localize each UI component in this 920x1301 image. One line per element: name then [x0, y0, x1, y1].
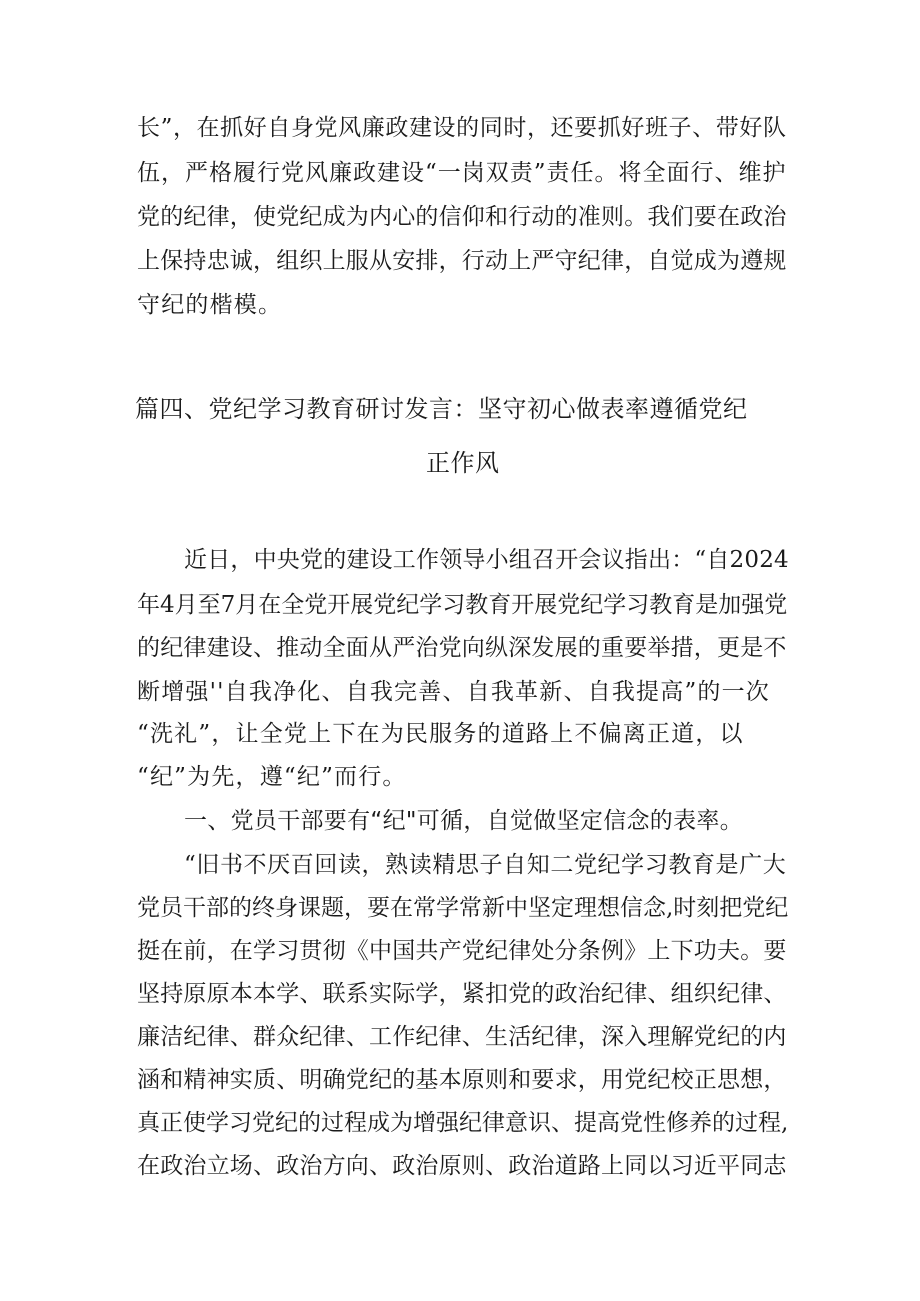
paragraph-line: 挺在前，在学习贯彻《中国共产党纪律处分条例》上下功夫。要 — [137, 938, 787, 964]
paragraph-line: 的纪律建设、推动全面从严治党向纵深发展的重要举措，更是不 — [137, 635, 787, 661]
paragraph-line: 断增强''自我净化、自我完善、自我革新、自我提高”的一次 — [137, 679, 771, 705]
paragraph-line: 党的纪律，使党纪成为内心的信仰和行动的准则。我们要在政治 — [137, 204, 787, 230]
paragraph-line: 廉洁纪律、群众纪律、工作纪律、生活纪律，深入理解党纪的内 — [137, 1024, 787, 1050]
paragraph-line: 伍，严格履行党风廉政建设“一岗双责”责任。将全面行、维护 — [137, 160, 787, 186]
section-title-line-1: 篇四、党纪学习教育研讨发言：坚守初心做表率遵循党纪 — [135, 395, 748, 423]
paragraph-line: 坚持原原本本学、联系实际学，紧扣党的政治纪律、组织纪律、 — [137, 981, 787, 1007]
paragraph-line: 年4月至7月在全党开展党纪学习教育开展党纪学习教育是加强党 — [137, 592, 788, 618]
subheading-1: 一、党员干部要有“纪"可循，自觉做坚定信念的表率。 — [184, 808, 743, 834]
paragraph-line: 上保持忠诚，组织上服从安排，行动上严守纪律，自觉成为遵规 — [137, 248, 787, 274]
paragraph-line: 真正使学习党纪的过程成为增强纪律意识、提高党性修养的过程, — [137, 1110, 789, 1136]
paragraph-line: “旧书不厌百回读，熟读精思子自知二党纪学习教育是广大 — [184, 852, 787, 878]
section-title-line-2: 正作风 — [426, 449, 500, 477]
paragraph-line: 涵和精神实质、明确党纪的基本原则和要求，用党纪校正思想， — [137, 1067, 787, 1093]
paragraph-line: “纪”为先，遵“纪”而行。 — [137, 764, 407, 790]
paragraph-line: 在政治立场、政治方向、政治原则、政治道路上同以习近平同志 — [137, 1153, 787, 1179]
paragraph-line: “洗礼”，让全党上下在为民服务的道路上不偏离正道，以 — [137, 721, 744, 747]
paragraph-line: 长”，在抓好自身党风廉政建设的同时，还要抓好班子、带好队 — [137, 115, 787, 141]
paragraph-line: 党员干部的终身课题，要在常学常新中坚定理想信念,时刻把党纪 — [137, 895, 789, 921]
paragraph-line: 近日，中央党的建设工作领导小组召开会议指出：“自2024 — [184, 547, 789, 573]
paragraph-line: 守纪的楷模。 — [137, 292, 283, 318]
